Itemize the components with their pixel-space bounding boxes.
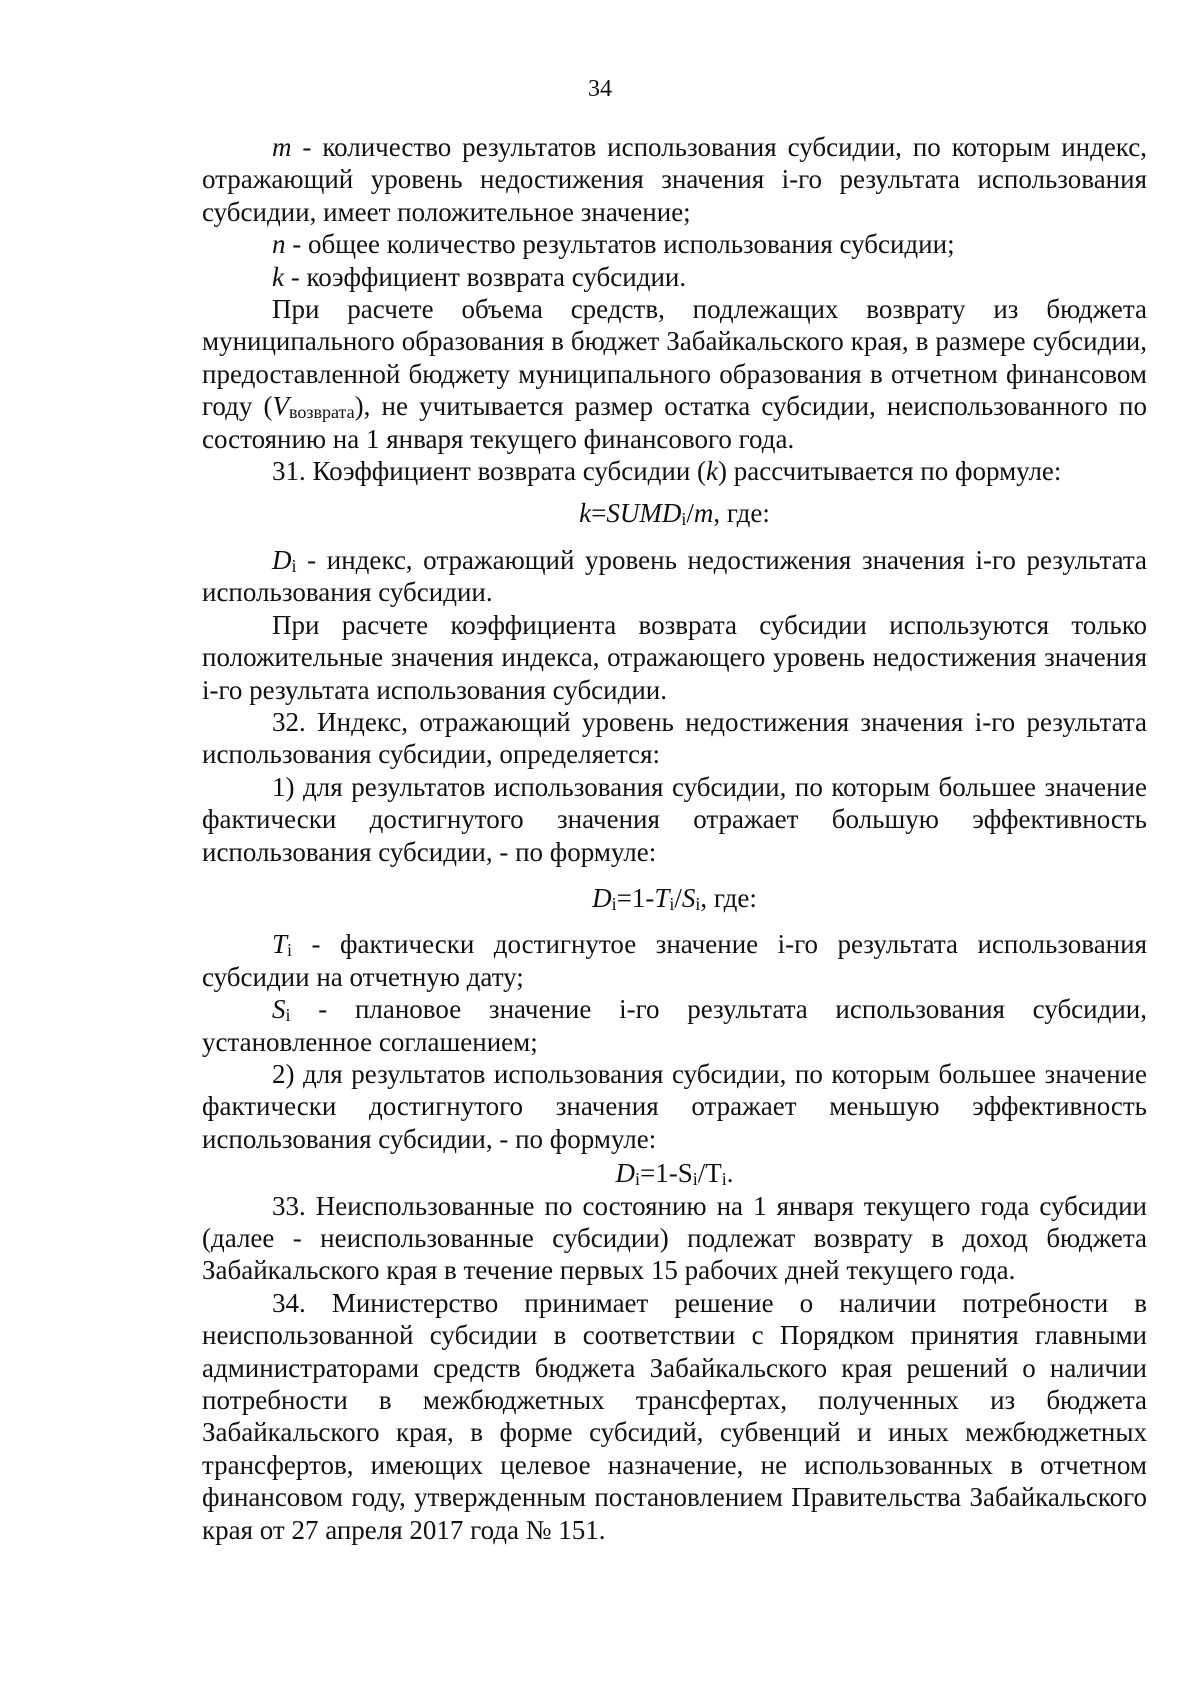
formula-d-1-tail: , где: [700, 882, 757, 913]
formula-k-eq: = [591, 498, 607, 529]
formula-d-2-tail: . [726, 1158, 734, 1189]
formula-d-1 [202, 882, 1147, 914]
paragraph-calculation [202, 293, 1147, 455]
variable-k: k [272, 261, 284, 292]
definition-n-text: - общее количество результатов использования субсидии; [285, 229, 955, 260]
formula-d-2-mid: =1-S [640, 1158, 693, 1189]
variable-v-subscript: возврата [289, 402, 355, 423]
document-body [202, 131, 1147, 1546]
formula-d-1-slash: / [674, 882, 682, 913]
definition-k-text: - коэффициент возврата субсидии. [283, 261, 687, 292]
paragraph-31-before: 31. Коэффициент возврата субсидии ( [272, 456, 707, 487]
formula-k [202, 497, 1147, 529]
page-number: 34 [588, 76, 612, 102]
definition-n [202, 228, 1147, 260]
list-item-1: 1) для результатов использования субсидии, по которым большее значение фактически достигнутого значения отражает большую эффективность использования субсидии, - по формуле: [202, 771, 1147, 867]
definition-t-text: - фактически достигнутое значение i-го результата использования субсидии на отчетную дату; [202, 929, 1147, 992]
variable-m: m [272, 132, 292, 162]
variable-t-subscript: i [287, 940, 293, 961]
formula-k-lhs: k [579, 498, 592, 529]
formula-k-m: m [693, 498, 714, 529]
formula-d-1-s-sub: i [695, 893, 701, 914]
formula-d-2-slash: /T [697, 1158, 722, 1189]
variable-v: V [272, 391, 290, 422]
paragraph-positive-values: При расчете коэффициента возврата субсидии используются только положительные значения индекса, отражающего уровень недостижения значения i-го результата использования субсидии. [202, 609, 1147, 705]
definition-s-text: - плановое значение i-го результата использования субсидии, установленное соглашением; [202, 994, 1147, 1057]
paragraph-33: 33. Неиспользованные по состоянию на 1 января текущего года субсидии (далее - неиспользованные субсидии) подлежат возврату в доход бюджета Забайкальского края в течение первых 15 рабочих дней текущего года. [202, 1190, 1147, 1286]
variable-d-subscript: i [291, 555, 297, 576]
formula-d-2-s-sub: i [692, 1169, 698, 1190]
definition-s [202, 993, 1147, 1058]
definition-d [202, 544, 1147, 609]
definition-k [202, 261, 1147, 293]
definition-d-text: - индекс, отражающий уровень недостижения значения i-го результата использования субсидии. [202, 544, 1147, 608]
formula-d-1-s: S [681, 882, 696, 913]
definition-m [202, 131, 1147, 228]
list-item-2: 2) для результатов использования субсидии, по которым большее значение фактически достигнутого значения отражает меньшую эффективность использования субсидии, - по формуле: [202, 1058, 1147, 1154]
paragraph-32: 32. Индекс, отражающий уровень недостижения значения i-го результата использования субсидии, определяется: [202, 706, 1147, 770]
variable-t: T [272, 929, 288, 960]
formula-d-1-d-sub: i [611, 893, 617, 914]
formula-d-2-t-sub: i [721, 1169, 727, 1190]
formula-k-tail: , где: [713, 498, 770, 529]
formula-k-sub: i [681, 509, 687, 530]
paragraph-34: 34. Министерство принимает решение о наличии потребности в неиспользованной субсидии в соответствии с Порядком принятия главными администраторами средств бюджета Забайкальского края решений о наличии потребности в межбюджетных трансфертах, полученных из бюджета Забайкальского края, в форме субсидий, субвенций и иных межбюджетных трансфертов, имеющих целевое назначение, не использованных в отчетном финансовом году, утвержденным постановлением Правительства Забайкальского края от 27 апреля 2017 года № 151. [202, 1287, 1147, 1545]
formula-d-1-t: T [654, 882, 670, 913]
formula-d-1-mid: =1- [616, 882, 655, 913]
definition-m-text: - количество результатов использования субсидии, по которым индекс, отражающий уровень недостижения значения i-го результата использования субсидии, имеет положительное значение; [202, 132, 1147, 227]
formula-d-2-d: D [615, 1158, 635, 1189]
paragraph-31-var: k [706, 456, 719, 487]
formula-k-fn: SUMD [606, 498, 682, 529]
paragraph-calculation-after: ), не учитывается размер остатка субсидии, неиспользованного по состоянию на 1 января текущего финансового года. [202, 391, 1147, 454]
formula-d-1-t-sub: i [669, 893, 675, 914]
variable-s-subscript: i [285, 1005, 291, 1026]
paragraph-calculation-before: При расчете объема средств, подлежащих возврату из бюджета муниципального образования в бюджет Забайкальского края, в размере субсидии, предоставленной бюджету муниципального образования в отчетном финансовом году ( [202, 294, 1147, 422]
paragraph-31 [202, 455, 1147, 487]
variable-s: S [272, 994, 286, 1025]
definition-t [202, 928, 1147, 993]
formula-d-2 [202, 1157, 1147, 1189]
formula-k-slash: / [686, 498, 694, 529]
formula-d-1-d: D [592, 882, 612, 913]
variable-n: n [272, 229, 286, 260]
paragraph-31-after: ) рассчитывается по формуле: [718, 456, 1062, 487]
variable-d: D [272, 544, 292, 575]
formula-d-2-d-sub: i [634, 1169, 640, 1190]
